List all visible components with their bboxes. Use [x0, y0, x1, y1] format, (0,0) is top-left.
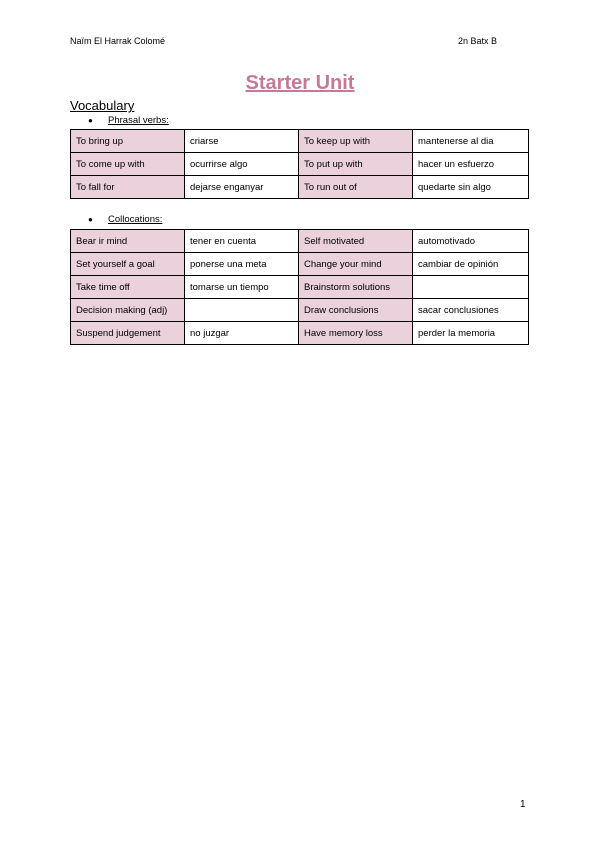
bullet-label: Phrasal verbs:	[108, 115, 169, 126]
table-cell: cambiar de opinión	[413, 253, 529, 276]
table-cell: To run out of	[299, 176, 413, 199]
table-row	[71, 130, 529, 153]
table-cell: perder la memoria	[413, 322, 529, 345]
table-cell: sacar conclusiones	[413, 299, 529, 322]
table-cell	[185, 299, 299, 322]
table-cell: mantenerse al dia	[413, 130, 529, 153]
table-cell: To put up with	[299, 153, 413, 176]
table-cell: automotivado	[413, 230, 529, 253]
table-cell: To fall for	[71, 176, 185, 199]
table-cell: dejarse enganyar	[185, 176, 299, 199]
bullet-label: Collocations:	[108, 214, 163, 225]
table-row	[71, 176, 529, 199]
table-cell: Change your mind	[299, 253, 413, 276]
section-heading: Vocabulary	[70, 98, 135, 113]
bullet-icon: ●	[88, 116, 93, 125]
page-number: 1	[520, 799, 526, 810]
collocations-table	[70, 229, 529, 345]
table-cell: Self motivated	[299, 230, 413, 253]
table-cell: no juzgar	[185, 322, 299, 345]
header-class: 2n Batx B	[458, 36, 498, 46]
table-cell: tomarse un tiempo	[185, 276, 299, 299]
table-row	[71, 153, 529, 176]
table-cell: To come up with	[71, 153, 185, 176]
table-cell	[413, 276, 529, 299]
table-cell: quedarte sin algo	[413, 176, 529, 199]
header-author: Naïm El Harrak Colomé	[70, 36, 166, 46]
bullet-collocations	[88, 214, 162, 225]
table-row	[71, 230, 529, 253]
table-row	[71, 276, 529, 299]
table-cell: tener en cuenta	[185, 230, 299, 253]
table-row	[71, 322, 529, 345]
table-cell: criarse	[185, 130, 299, 153]
table-cell: Take time off	[71, 276, 185, 299]
table-cell: Have memory loss	[299, 322, 413, 345]
table-cell: Suspend judgement	[71, 322, 185, 345]
bullet-phrasal-verbs	[88, 115, 169, 126]
table-cell: To keep up with	[299, 130, 413, 153]
page-title: Starter Unit	[245, 72, 355, 94]
table-cell: Draw conclusions	[299, 299, 413, 322]
bullet-icon: ●	[88, 215, 93, 224]
table-cell: Set yourself a goal	[71, 253, 185, 276]
table-cell: Decision making (adj)	[71, 299, 185, 322]
table-cell: ponerse una meta	[185, 253, 299, 276]
table-cell: hacer un esfuerzo	[413, 153, 529, 176]
table-row	[71, 299, 529, 322]
table-cell: Bear ir mind	[71, 230, 185, 253]
table-cell: Brainstorm solutions	[299, 276, 413, 299]
phrasal-verbs-table	[70, 129, 529, 199]
table-cell: ocurrirse algo	[185, 153, 299, 176]
table-row	[71, 253, 529, 276]
table-cell: To bring up	[71, 130, 185, 153]
